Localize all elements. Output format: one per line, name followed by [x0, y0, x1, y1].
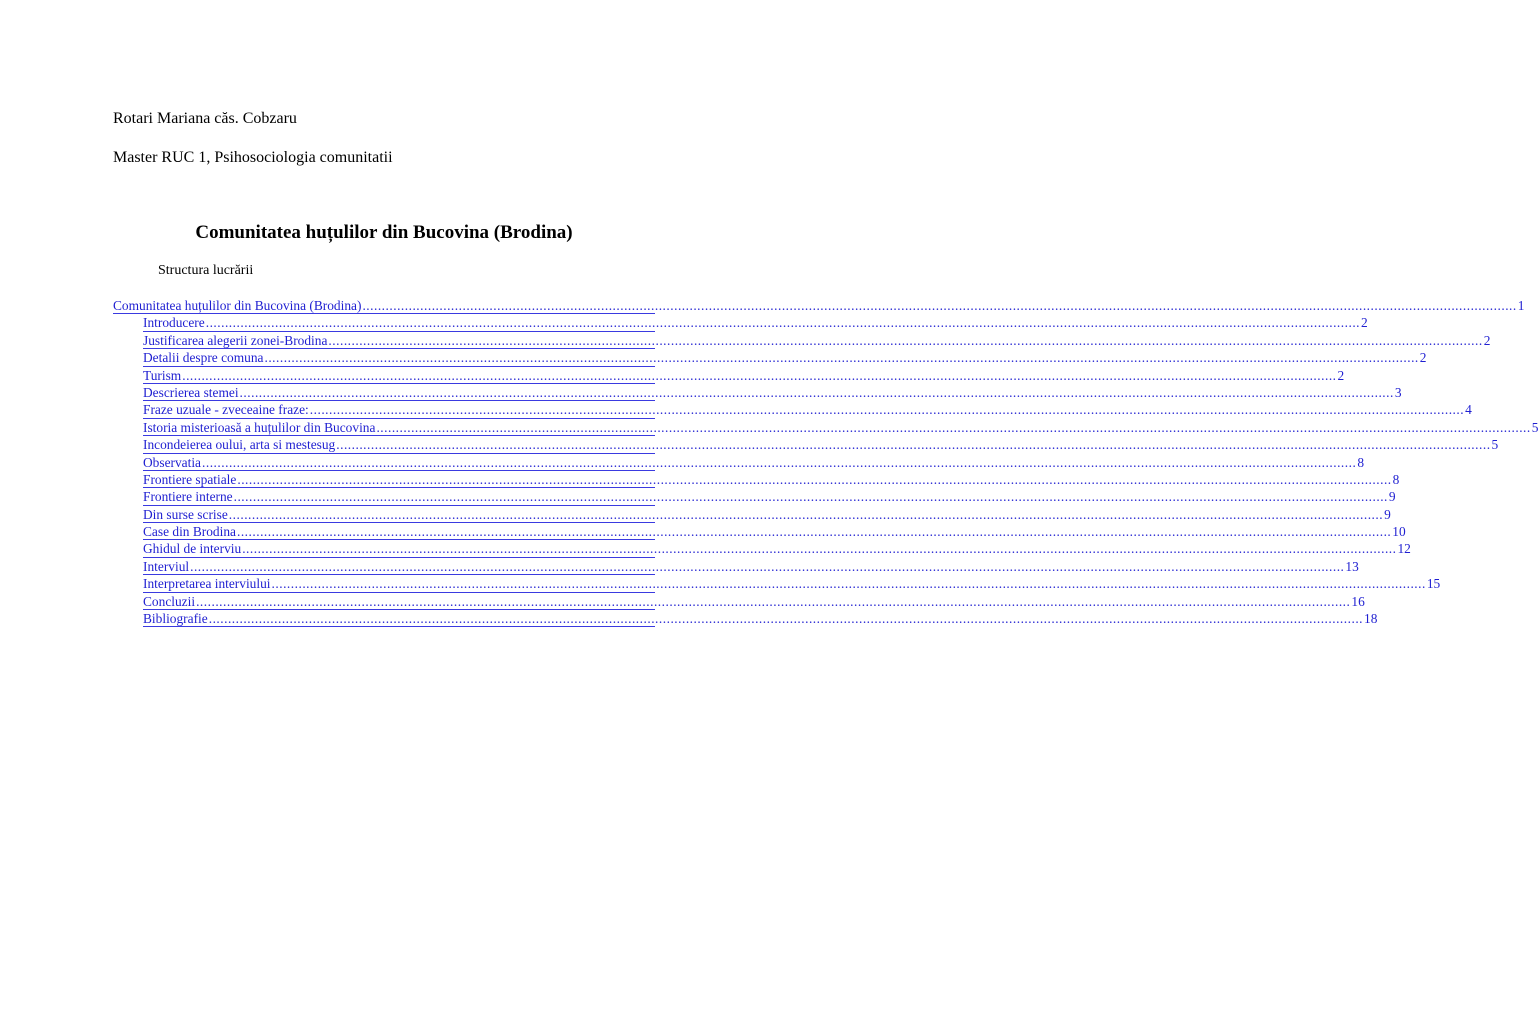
toc-entry-link[interactable]	[143, 436, 1499, 453]
toc-dot-leader: ............................................................................................................................................................................................................................................................................................................	[190, 558, 1345, 574]
toc-entry-label: Frontiere interne	[143, 489, 233, 505]
toc-entry-page: 2	[1337, 367, 1345, 383]
toc-entry-page: 2	[1483, 332, 1491, 348]
toc-entry-link[interactable]	[143, 540, 1411, 557]
toc-entry-link[interactable]	[143, 454, 1365, 471]
toc-dot-leader: ............................................................................................................................................................................................................................................................................................................	[362, 298, 1517, 313]
toc-dot-leader: ............................................................................................................................................................................................................................................................................................................	[264, 350, 1419, 366]
toc-entry-label: Detalii despre comuna	[143, 350, 264, 366]
toc-dot-leader: ............................................................................................................................................................................................................................................................................................................	[228, 506, 1384, 522]
toc-entry-link[interactable]	[143, 314, 1368, 331]
toc-entry-page: 8	[1392, 471, 1400, 487]
program-line: Master RUC 1, Psihosociologia comunitatii	[113, 149, 393, 166]
toc-entry-page: 2	[1361, 315, 1368, 331]
toc-dot-leader: ............................................................................................................................................................................................................................................................................................................	[336, 437, 1491, 453]
toc-entry-page: 12	[1397, 541, 1411, 557]
toc-entry-page: 2	[1419, 350, 1427, 366]
toc-entry-link[interactable]	[143, 488, 1396, 505]
toc-entry-link[interactable]	[143, 558, 1359, 575]
toc-entry-link[interactable]	[143, 419, 1538, 436]
toc-entry-link[interactable]	[143, 523, 1406, 540]
toc-dot-leader: ............................................................................................................................................................................................................................................................................................................	[376, 419, 1531, 435]
toc-heading: Structura lucrării	[158, 263, 254, 278]
toc-entry-label: Comunitatea huțulilor din Bucovina (Brodina)	[113, 298, 362, 313]
toc-entry-page: 8	[1357, 454, 1365, 470]
toc-entry-label: Introducere	[143, 315, 205, 331]
toc-dot-leader: ............................................................................................................................................................................................................................................................................................................	[309, 402, 1465, 418]
toc-dot-leader: ............................................................................................................................................................................................................................................................................................................	[202, 454, 1357, 470]
toc-dot-leader: ............................................................................................................................................................................................................................................................................................................	[271, 576, 1426, 592]
toc-dot-leader: ............................................................................................................................................................................................................................................................................................................	[328, 332, 1483, 348]
toc-dot-leader: ............................................................................................................................................................................................................................................................................................................	[196, 593, 1351, 609]
toc-entry-link[interactable]	[143, 384, 1402, 401]
toc-entry-page: 1	[1517, 298, 1525, 313]
toc-entry-link[interactable]	[143, 401, 1472, 418]
toc-entry-page: 10	[1392, 524, 1406, 540]
toc-entry-link[interactable]	[143, 575, 1441, 592]
toc-entry-label: Observatia	[143, 454, 202, 470]
toc-entry-link[interactable]	[143, 593, 1365, 610]
toc-entry-label: Case din Brodina	[143, 524, 236, 540]
toc-entry-label: Justificarea alegerii zonei-Brodina	[143, 332, 328, 348]
toc-dot-leader: ............................................................................................................................................................................................................................................................................................................	[205, 315, 1361, 331]
toc-dot-leader: ............................................................................................................................................................................................................................................................................................................	[237, 471, 1392, 487]
toc-dot-leader: ............................................................................................................................................................................................................................................................................................................	[236, 524, 1392, 540]
toc-entry-page: 15	[1426, 576, 1441, 592]
toc-entry-label: Turism	[143, 367, 182, 383]
toc-entry-page: 9	[1384, 506, 1391, 522]
toc-entry-label: Din surse scrise	[143, 506, 228, 522]
toc-dot-leader: ............................................................................................................................................................................................................................................................................................................	[239, 384, 1394, 400]
toc-entry-label: Bibliografie	[143, 611, 208, 627]
toc-entry-link[interactable]	[113, 297, 1525, 314]
toc-entry-page: 18	[1364, 611, 1378, 627]
toc-entry-link[interactable]	[143, 471, 1400, 488]
toc-entry-page: 9	[1388, 489, 1396, 505]
toc-entry-label: Ghidul de interviu	[143, 541, 242, 557]
toc-entry-page: 5	[1531, 419, 1538, 435]
toc-dot-leader: ............................................................................................................................................................................................................................................................................................................	[182, 367, 1337, 383]
toc-entry-label: Frontiere spatiale	[143, 471, 237, 487]
toc-dot-leader: ............................................................................................................................................................................................................................................................................................................	[208, 611, 1364, 627]
toc-entry-label: Fraze uzuale - zveceaine fraze:	[143, 402, 309, 418]
toc-dot-leader: ............................................................................................................................................................................................................................................................................................................	[233, 489, 1388, 505]
toc-entry-page: 16	[1351, 593, 1365, 609]
toc-entry-link[interactable]	[143, 610, 1378, 627]
toc-entry-page: 13	[1345, 558, 1359, 574]
toc-entry-page: 3	[1394, 384, 1402, 400]
toc-entry-label: Istoria misterioasă a huțulilor din Bucovina	[143, 419, 376, 435]
author-line: Rotari Mariana căs. Cobzaru	[113, 110, 297, 127]
toc-entry-label: Concluzii	[143, 593, 196, 609]
toc-entry-label: Incondeierea oului, arta si mestesug	[143, 437, 336, 453]
toc-entry-label: Interviul	[143, 558, 190, 574]
toc-entry-page: 5	[1491, 437, 1499, 453]
toc-entry-link[interactable]	[143, 349, 1427, 366]
toc-dot-leader: ............................................................................................................................................................................................................................................................................................................	[242, 541, 1397, 557]
toc-entry-label: Interpretarea interviului	[143, 576, 271, 592]
toc-entry-link[interactable]	[143, 332, 1491, 349]
toc-entry-page: 4	[1465, 402, 1472, 418]
toc-entry-link[interactable]	[143, 367, 1345, 384]
toc-entry-link[interactable]	[143, 506, 1391, 523]
document-title: Comunitatea huțulilor din Bucovina (Brodina)	[195, 222, 573, 243]
toc-entry-label: Descrierea stemei	[143, 384, 239, 400]
table-of-contents	[113, 297, 1538, 627]
